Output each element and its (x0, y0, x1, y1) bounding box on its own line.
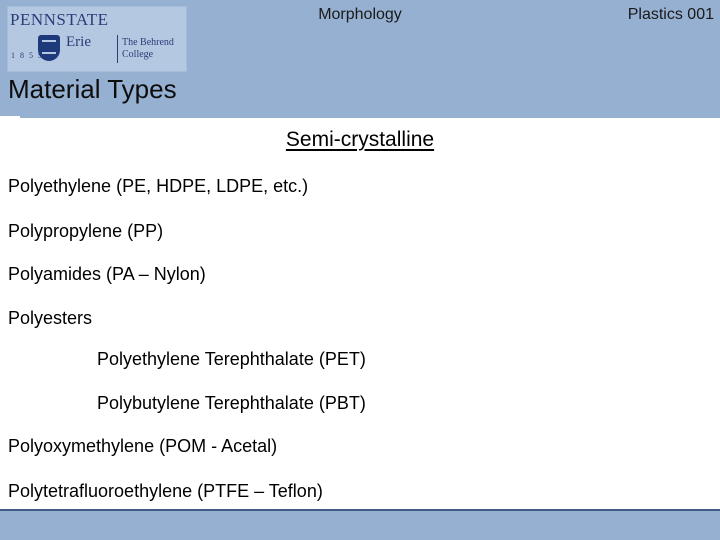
header-topic: Morphology (318, 6, 402, 23)
list-item-submaterial: Polyethylene Terephthalate (PET) (97, 349, 366, 369)
logo-year: 1 8 5 5 (11, 51, 44, 60)
logo-wordmark: PENNSTATE (10, 10, 109, 29)
title-tick-divider (0, 116, 20, 118)
list-item-material: Polyamides (PA – Nylon) (8, 264, 206, 284)
header-course: Plastics 001 (627, 6, 714, 23)
list-item-material: Polyethylene (PE, HDPE, LDPE, etc.) (8, 176, 309, 196)
subheading (0, 128, 720, 152)
list-item-material: Polytetrafluoroethylene (PTFE – Teflon) (8, 481, 323, 501)
logo-campus: Erie (66, 34, 91, 50)
list-item-submaterial: Polybutylene Terephthalate (PBT) (97, 393, 366, 413)
list-item-material: Polyoxymethylene (POM - Acetal) (8, 436, 278, 456)
logo-college-line2: College (122, 49, 154, 60)
list-item-material: Polyesters (8, 308, 93, 328)
logo-college-line1: The Behrend (122, 37, 174, 48)
list-item-material: Polypropylene (PP) (8, 221, 164, 241)
logo-college (122, 37, 174, 61)
penn-state-behrend-logo (8, 7, 186, 71)
subheading-text: Semi-crystalline (285, 128, 435, 151)
slide-title: Material Types (8, 74, 177, 104)
footer-band (0, 511, 720, 540)
logo-divider (117, 35, 118, 63)
